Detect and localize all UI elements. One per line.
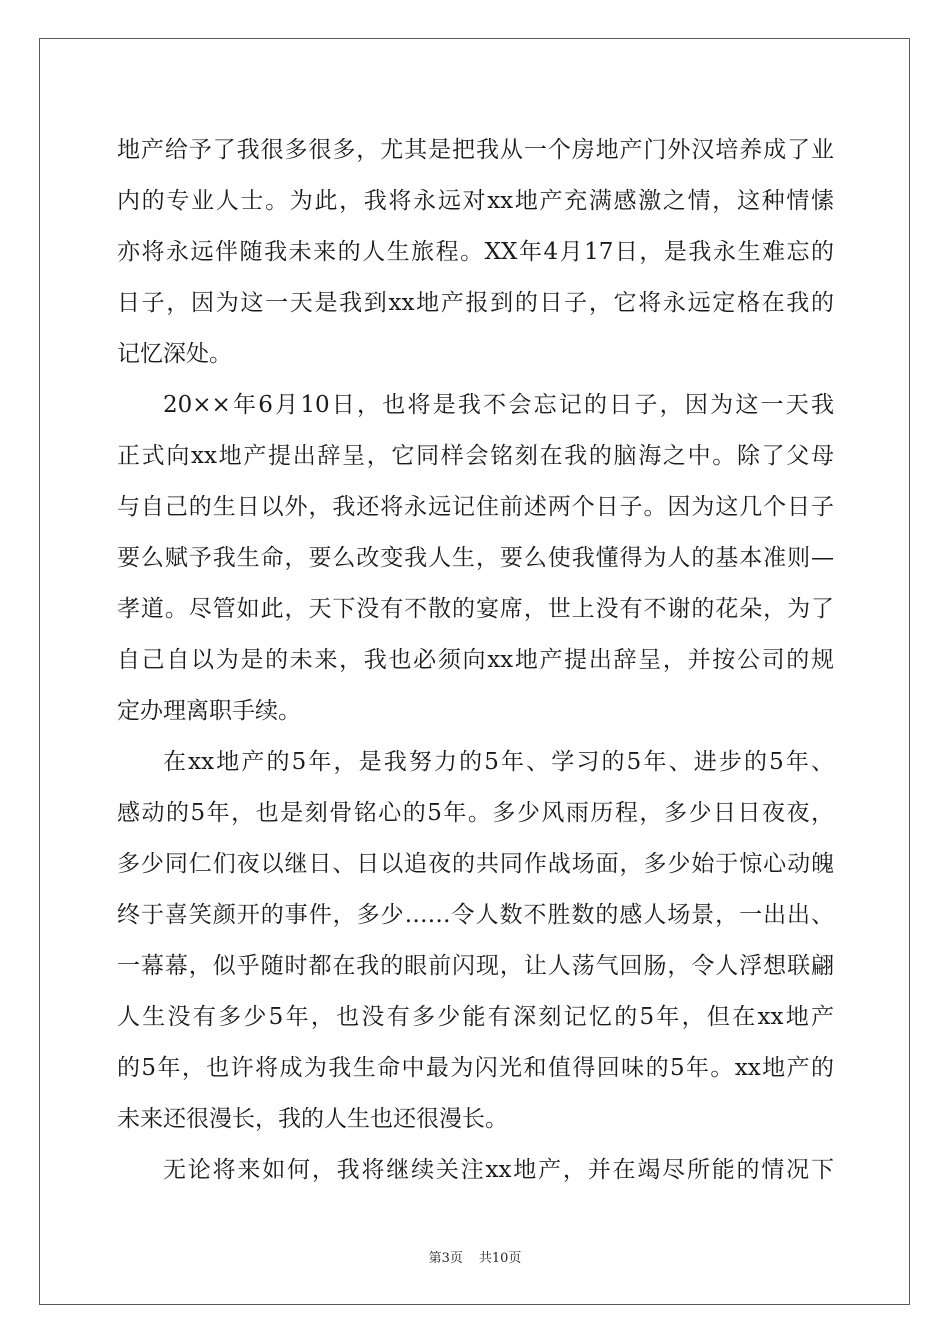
text-line: 无论将来如何，我将继续关注xx地产，并在竭尽所能的情况下 [163, 1157, 834, 1183]
document-body [117, 125, 834, 1196]
paragraph-1 [117, 125, 834, 380]
text-line: 要么赋予我生命，要么改变我人生，要么使我懂得为人的基本准则— [117, 545, 834, 571]
text-line: 感动的5年，也是刻骨铭心的5年。多少风雨历程，多少日日夜夜， [117, 800, 834, 826]
text-line: 自己自以为是的未来，我也必须向xx地产提出辞呈，并按公司的规 [117, 647, 834, 673]
text-line: 日子，因为这一天是我到xx地产报到的日子，它将永远定格在我的 [117, 290, 834, 316]
text-line: 定办理离职手续。 [117, 698, 301, 724]
text-line: 内的专业人士。为此，我将永远对xx地产充满感激之情，这种情愫 [117, 188, 834, 214]
text-line: 与自己的生日以外，我还将永远记住前述两个日子。因为这几个日子 [117, 494, 834, 520]
text-line: 孝道。尽管如此，天下没有不散的宴席，世上没有不谢的花朵，为了 [117, 596, 834, 622]
text-line: 地产给予了我很多很多，尤其是把我从一个房地产门外汉培养成了业 [117, 137, 834, 163]
text-line: 记忆深处。 [117, 341, 232, 367]
page-total: 共10页 [478, 1251, 522, 1266]
text-line: 正式向xx地产提出辞呈，它同样会铭刻在我的脑海之中。除了父母 [117, 443, 834, 469]
text-line: 在xx地产的5年，是我努力的5年、学习的5年、进步的5年、 [163, 749, 834, 775]
text-line: 多少同仁们夜以继日、日以追夜的共同作战场面，多少始于惊心动魄 [117, 851, 834, 877]
text-line: 20××年6月10日，也将是我不会忘记的日子，因为这一天我 [163, 392, 834, 418]
text-line: 一幕幕，似乎随时都在我的眼前闪现，让人荡气回肠，令人浮想联翩 [117, 953, 834, 979]
paragraph-3 [117, 737, 834, 1145]
text-line: 人生没有多少5年，也没有多少能有深刻记忆的5年，但在xx地产 [117, 1004, 834, 1030]
text-line: 未来还很漫长，我的人生也还很漫长。 [117, 1106, 508, 1132]
page-footer [0, 1247, 950, 1266]
text-line: 终于喜笑颜开的事件，多少……令人数不胜数的感人场景，一出出、 [117, 902, 834, 928]
paragraph-4 [117, 1145, 834, 1196]
paragraph-2 [117, 380, 834, 737]
text-line: 亦将永远伴随我未来的人生旅程。XX年4月17日，是我永生难忘的 [117, 239, 834, 265]
page-number: 第3页 [428, 1251, 463, 1266]
text-line: 的5年，也许将成为我生命中最为闪光和值得回味的5年。xx地产的 [117, 1055, 834, 1081]
